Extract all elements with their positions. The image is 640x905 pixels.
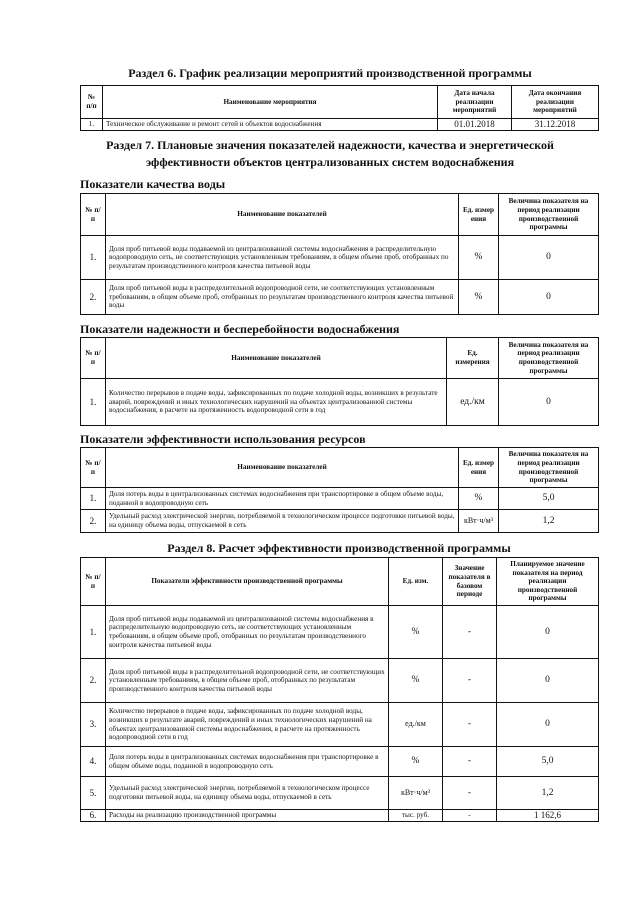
header-num: № п/п <box>81 86 103 119</box>
table-row <box>81 119 599 131</box>
header-unit: Ед. измер ения <box>459 194 499 236</box>
table-row <box>81 659 599 703</box>
row-name: Доля проб питьевой воды в распределительной водопроводной сети, не соответствующих установленным требованиям, в общем объеме проб, отобранных по результатам производственного контроля качества питьевой воды <box>106 659 389 703</box>
reliability-subtitle: Показатели надежности и бесперебойности водоснабжения <box>80 322 400 336</box>
row-num: 6. <box>81 810 106 822</box>
section8-title: Раздел 8. Расчет эффективности производственной программы <box>167 541 511 555</box>
header-unit: Ед. измер ения <box>459 448 499 488</box>
header-num: № п/п <box>81 338 106 379</box>
quality-subtitle: Показатели качества воды <box>80 177 226 191</box>
row-unit: % <box>389 606 443 659</box>
table-header-row <box>81 194 599 236</box>
header-value: Величина показателя на период реализации производственной программы <box>499 448 599 488</box>
header-name: Наименование показателей <box>106 194 459 236</box>
header-num: № п/п <box>81 194 106 236</box>
table-row <box>81 510 599 533</box>
row-name: Доля проб питьевой воды подаваемой из централизованной системы водоснабжения в распределительную водопроводную сеть, не соответствующих установленным требованиям, в общем объеме проб, отобранных по результатам производственного контроля качества питьевой воды <box>106 606 389 659</box>
table-row <box>81 703 599 747</box>
row-name: Количество перерывов в подаче воды, зафиксированных по подаче холодной воды, возникших в результате аварий, повреждений и иных технологических нарушений на объектах централизованной системы водоснабжения, в расчете на протяженность водопроводной сети в год <box>106 703 389 747</box>
program-efficiency-table <box>80 557 599 822</box>
header-unit: Ед. измерения <box>447 338 499 379</box>
row-plan-value: 0 <box>497 606 599 659</box>
row-value: 0 <box>499 236 599 280</box>
table-header-row <box>81 86 599 119</box>
table-row <box>81 488 599 510</box>
row-unit: % <box>389 659 443 703</box>
table-row <box>81 236 599 280</box>
header-name: Наименование показателей <box>106 448 459 488</box>
section7-title-line2: эффективности объектов централизованных систем водоснабжения <box>145 155 515 169</box>
row-name: Доля проб питьевой воды в распределительной водопроводной сети, не соответствующих установленным требованиям, в общем объеме проб, отобранных по результатам производственного контроля качества питьевой воды <box>106 280 459 315</box>
row-value: 5,0 <box>499 488 599 510</box>
row-name: Количество перерывов в подаче воды, зафиксированных по подаче холодной воды, возникших в результате аварий, повреждений и иных технологических нарушений на объектах централизованной системы водоснабжения, в расчете на протяженность водопроводной сети в год <box>106 379 447 426</box>
row-plan-value: 1 162,6 <box>497 810 599 822</box>
row-name: Удельный расход электрической энергии, потребляемой в технологическом процессе подготовки питьевой воды, на единицу объема воды, отпускаемой в сеть <box>106 510 459 533</box>
quality-table <box>80 193 599 315</box>
row-num: 1. <box>81 488 106 510</box>
header-num: № п/п <box>81 558 106 606</box>
row-name: Доля потерь воды в централизованных системах водоснабжения при транспортировке в общем объеме воды, поданной в водопроводную сеть <box>106 747 389 777</box>
header-name: Показатели эффективности производственной программы <box>106 558 389 606</box>
header-name: Наименование мероприятия <box>103 86 438 119</box>
row-num: 3. <box>81 703 106 747</box>
header-end-date: Дата окончания реализации мероприятий <box>512 86 599 119</box>
table-row <box>81 777 599 810</box>
header-num: № п/п <box>81 448 106 488</box>
row-plan-value: 0 <box>497 659 599 703</box>
table-row <box>81 810 599 822</box>
row-base-value: - <box>443 703 497 747</box>
row-name: Доля потерь воды в централизованных системах водоснабжения при транспортировке в общем объеме воды, поданной в водопроводную сеть <box>106 488 459 510</box>
row-unit: кВт·ч/м³ <box>389 777 443 810</box>
table-row <box>81 747 599 777</box>
row-name: Расходы на реализацию производственной программы <box>106 810 389 822</box>
header-plan-value: Планируемое значение показателя на период реализации производственной программы <box>497 558 599 606</box>
schedule-table <box>80 85 599 131</box>
row-name: Удельный расход электрической энергии, потребляемой в технологическом процессе подготовки питьевой воды, на единицу объема воды, отпускаемой в сеть <box>106 777 389 810</box>
row-unit: ед./км <box>389 703 443 747</box>
row-num: 4. <box>81 747 106 777</box>
header-value: Величина показателя на период реализации производственной программы <box>499 194 599 236</box>
row-name: Техническое обслуживание и ремонт сетей и объектов водоснабжения <box>103 119 438 131</box>
header-start-date: Дата начала реализации мероприятий <box>438 86 512 119</box>
header-base-value: Значение показателя в базовом периоде <box>443 558 497 606</box>
row-num: 2. <box>81 659 106 703</box>
section6-title: Раздел 6. График реализации мероприятий производственной программы <box>128 66 532 80</box>
row-value: 1,2 <box>499 510 599 533</box>
row-base-value: - <box>443 747 497 777</box>
row-value: 0 <box>499 379 599 426</box>
row-plan-value: 5,0 <box>497 747 599 777</box>
header-value: Величина показателя на период реализации производственной программы <box>499 338 599 379</box>
row-unit: % <box>459 280 499 315</box>
table-row <box>81 280 599 315</box>
row-unit: тыс. руб. <box>389 810 443 822</box>
row-base-value: - <box>443 606 497 659</box>
row-end-date: 31.12.2018 <box>512 119 599 131</box>
row-num: 5. <box>81 777 106 810</box>
row-num: 1. <box>81 379 106 426</box>
section7-title-line1: Раздел 7. Плановые значения показателей надежности, качества и энергетической <box>106 138 554 152</box>
row-start-date: 01.01.2018 <box>438 119 512 131</box>
table-row <box>81 606 599 659</box>
row-num: 1. <box>81 606 106 659</box>
table-row <box>81 379 599 426</box>
row-num: 2. <box>81 280 106 315</box>
table-header-row <box>81 338 599 379</box>
row-unit: % <box>459 236 499 280</box>
efficiency-subtitle: Показатели эффективности использования ресурсов <box>80 432 366 446</box>
row-num: 1. <box>81 236 106 280</box>
row-unit: ед./км <box>447 379 499 426</box>
reliability-table <box>80 337 599 426</box>
row-num: 2. <box>81 510 106 533</box>
row-unit: % <box>389 747 443 777</box>
row-plan-value: 0 <box>497 703 599 747</box>
row-base-value: - <box>443 810 497 822</box>
row-unit: кВт·ч/м³ <box>459 510 499 533</box>
row-name: Доля проб питьевой воды подаваемой из централизованной системы водоснабжения в распределительную водопроводную сеть, не соответствующих установленным требованиям, в общем объеме проб, отобранных по результатам производственного контроля качества питьевой воды <box>106 236 459 280</box>
table-header-row <box>81 448 599 488</box>
row-value: 0 <box>499 280 599 315</box>
efficiency-table <box>80 447 599 533</box>
header-name: Наименование показателей <box>106 338 447 379</box>
row-plan-value: 1,2 <box>497 777 599 810</box>
table-header-row <box>81 558 599 606</box>
row-base-value: - <box>443 777 497 810</box>
row-base-value: - <box>443 659 497 703</box>
header-unit: Ед. изм. <box>389 558 443 606</box>
row-num: 1. <box>81 119 103 131</box>
row-unit: % <box>459 488 499 510</box>
